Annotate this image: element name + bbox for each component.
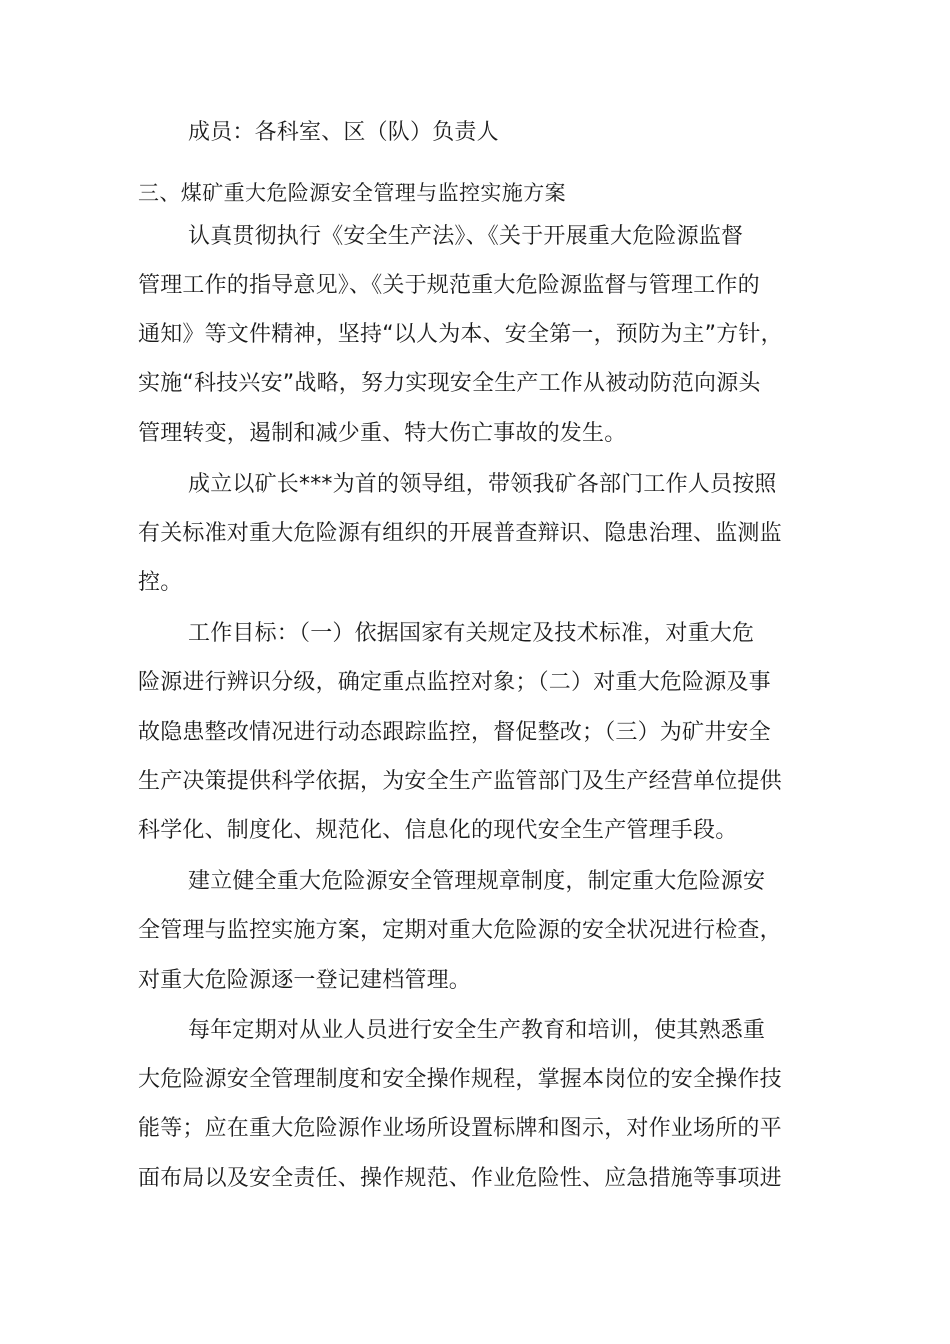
paragraph-line: 成立以矿长***为首的领导组，带领我矿各部门工作人员按照 xyxy=(188,472,777,497)
paragraph-line: 全管理与监控实施方案，定期对重大危险源的安全状况进行检查， xyxy=(138,918,782,943)
paragraph-line: 科学化、制度化、规范化、信息化的现代安全生产管理手段。 xyxy=(138,818,738,843)
paragraph-line: 面布局以及安全责任、操作规范、作业危险性、应急措施等事项进 xyxy=(138,1166,782,1191)
paragraph-line: 对重大危险源逐一登记建档管理。 xyxy=(138,968,472,993)
paragraph-line: 通知》等文件精神，坚持“以人为本、安全第一，预防为主”方针， xyxy=(138,322,783,347)
paragraph-line: 故隐患整改情况进行动态跟踪监控，督促整改；（三）为矿井安全 xyxy=(138,720,771,745)
paragraph-line: 管理工作的指导意见》、《关于规范重大危险源监督与管理工作的 xyxy=(138,273,760,298)
paragraph-line: 建立健全重大危险源安全管理规章制度，制定重大危险源安 xyxy=(188,869,766,894)
paragraph-line: 生产决策提供科学依据，为安全生产监管部门及生产经营单位提供 xyxy=(138,769,782,794)
paragraph-line: 实施“科技兴安”战略，努力实现安全生产工作从被动防范向源头 xyxy=(138,371,761,396)
paragraph-line: 认真贯彻执行《安全生产法》、《关于开展重大危险源监督 xyxy=(188,224,744,249)
paragraph-line: 工作目标：（一）依据国家有关规定及技术标准，对重大危 xyxy=(188,621,755,646)
paragraph-line: 险源进行辨识分级，确定重点监控对象；（二）对重大危险源及事 xyxy=(138,670,771,695)
paragraph-line: 每年定期对从业人员进行安全生产教育和培训，使其熟悉重 xyxy=(188,1018,766,1043)
paragraph-line: 能等；应在重大危险源作业场所设置标牌和图示，对作业场所的平 xyxy=(138,1116,782,1141)
paragraph-line: 管理转变，遏制和减少重、特大伤亡事故的发生。 xyxy=(138,421,627,446)
members-line: 成员：各科室、区（队）负责人 xyxy=(188,120,499,145)
section-heading: 三、煤矿重大危险源安全管理与监控实施方案 xyxy=(138,181,566,205)
paragraph-line: 有关标准对重大危险源有组织的开展普查辩识、隐患治理、监测监 xyxy=(138,521,782,546)
paragraph-line: 大危险源安全管理制度和安全操作规程，掌握本岗位的安全操作技 xyxy=(138,1067,782,1092)
paragraph-line: 控。 xyxy=(138,570,183,595)
